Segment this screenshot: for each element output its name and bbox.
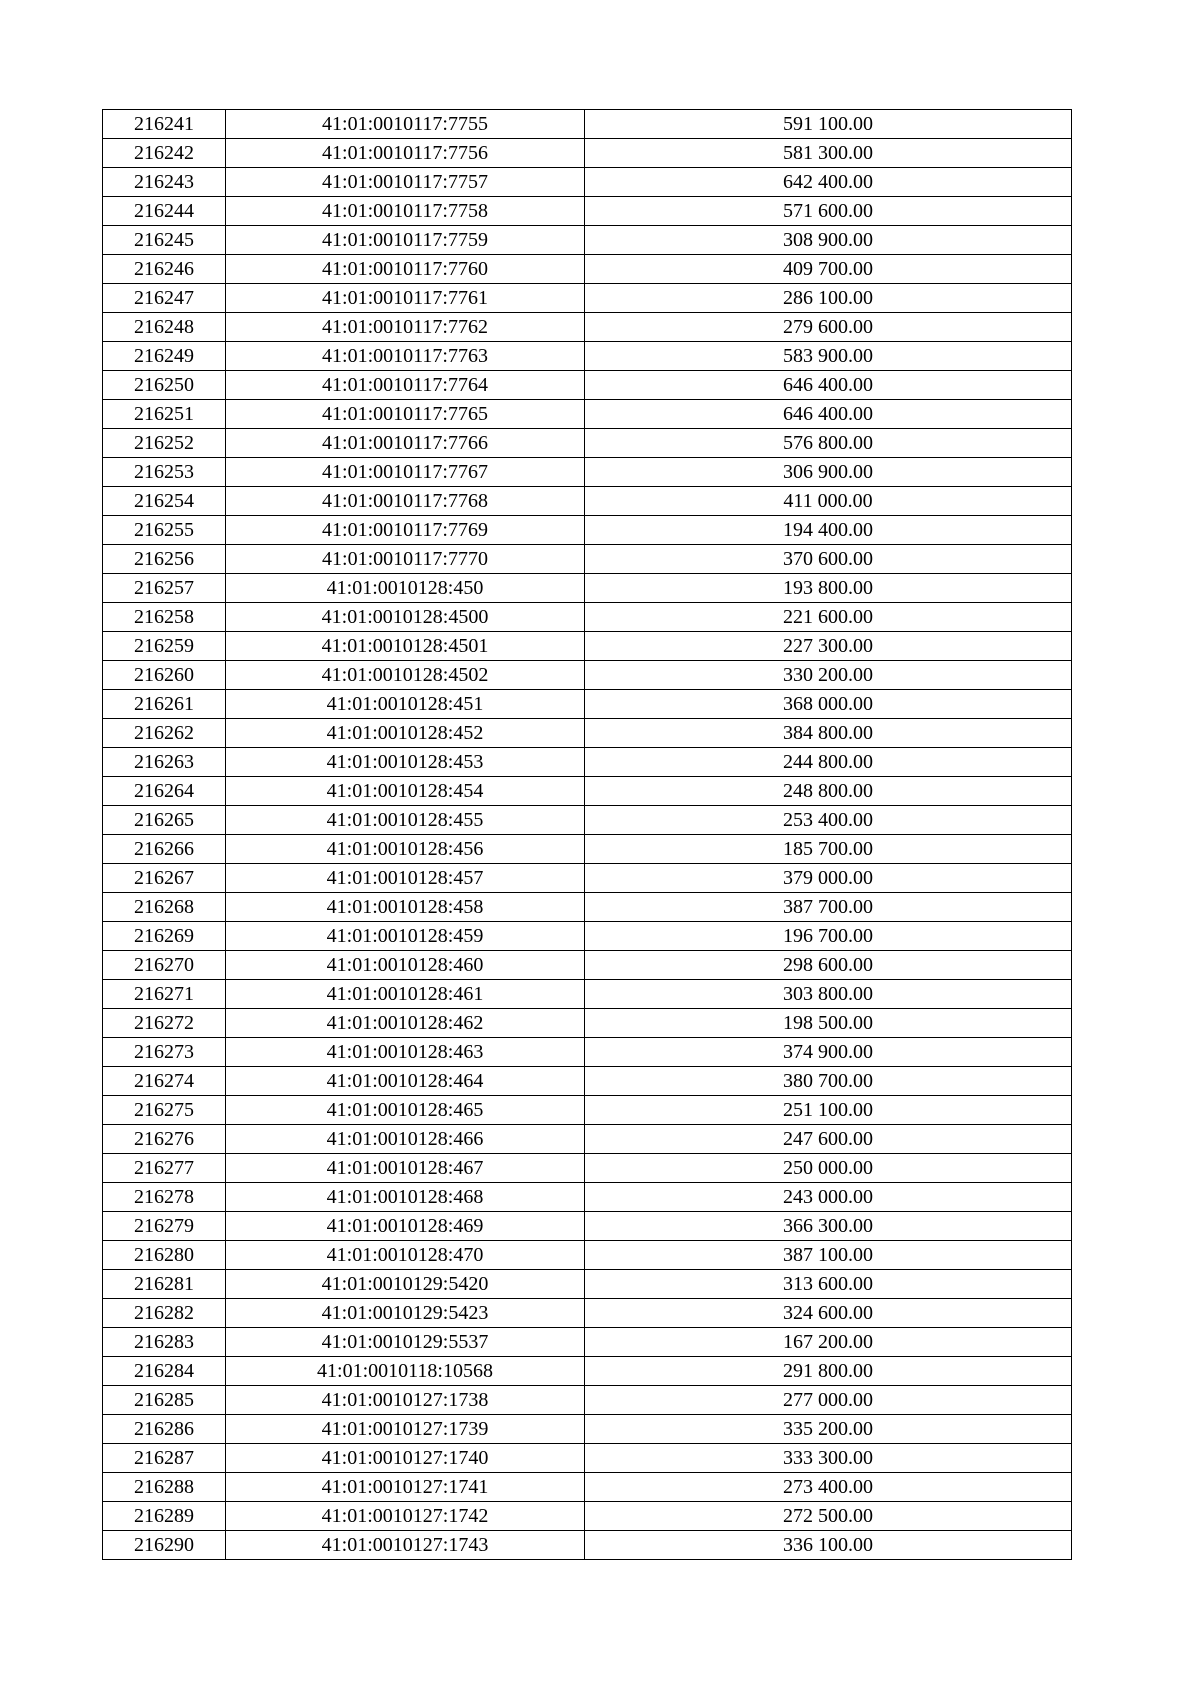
cadastral-value-cell: 272 500.00 (585, 1502, 1072, 1531)
table-row (103, 1067, 1072, 1096)
row-number-cell: 216275 (103, 1096, 226, 1125)
table-row (103, 284, 1072, 313)
table-row (103, 632, 1072, 661)
table-row (103, 1096, 1072, 1125)
cadastral-value-cell: 576 800.00 (585, 429, 1072, 458)
row-number-cell: 216245 (103, 226, 226, 255)
cadastral-number-cell: 41:01:0010128:461 (226, 980, 585, 1009)
cadastral-number-cell: 41:01:0010128:468 (226, 1183, 585, 1212)
cadastral-number-cell: 41:01:0010129:5420 (226, 1270, 585, 1299)
cadastral-value-cell: 196 700.00 (585, 922, 1072, 951)
table-row (103, 690, 1072, 719)
table-row (103, 371, 1072, 400)
row-number-cell: 216265 (103, 806, 226, 835)
table-row (103, 1444, 1072, 1473)
table-row (103, 748, 1072, 777)
cadastral-value-cell: 303 800.00 (585, 980, 1072, 1009)
cadastral-number-cell: 41:01:0010128:454 (226, 777, 585, 806)
cadastral-number-cell: 41:01:0010127:1740 (226, 1444, 585, 1473)
cadastral-value-cell: 198 500.00 (585, 1009, 1072, 1038)
row-number-cell: 216246 (103, 255, 226, 284)
cadastral-number-cell: 41:01:0010128:459 (226, 922, 585, 951)
cadastral-number-cell: 41:01:0010128:456 (226, 835, 585, 864)
cadastral-number-cell: 41:01:0010127:1739 (226, 1415, 585, 1444)
cadastral-number-cell: 41:01:0010128:452 (226, 719, 585, 748)
row-number-cell: 216262 (103, 719, 226, 748)
cadastral-value-cell: 313 600.00 (585, 1270, 1072, 1299)
table-row (103, 458, 1072, 487)
cadastral-value-cell: 308 900.00 (585, 226, 1072, 255)
table-row (103, 1531, 1072, 1560)
table-row (103, 1241, 1072, 1270)
table-row (103, 139, 1072, 168)
cadastral-value-cell: 571 600.00 (585, 197, 1072, 226)
cadastral-value-cell: 221 600.00 (585, 603, 1072, 632)
cadastral-number-cell: 41:01:0010129:5537 (226, 1328, 585, 1357)
cadastral-value-cell: 387 100.00 (585, 1241, 1072, 1270)
table-row (103, 1270, 1072, 1299)
row-number-cell: 216279 (103, 1212, 226, 1241)
cadastral-value-cell: 387 700.00 (585, 893, 1072, 922)
cadastral-number-cell: 41:01:0010127:1742 (226, 1502, 585, 1531)
cadastral-value-cell: 244 800.00 (585, 748, 1072, 777)
row-number-cell: 216282 (103, 1299, 226, 1328)
row-number-cell: 216277 (103, 1154, 226, 1183)
cadastral-number-cell: 41:01:0010117:7756 (226, 139, 585, 168)
row-number-cell: 216278 (103, 1183, 226, 1212)
cadastral-number-cell: 41:01:0010117:7757 (226, 168, 585, 197)
table-row (103, 226, 1072, 255)
table-row (103, 110, 1072, 139)
cadastral-number-cell: 41:01:0010128:4500 (226, 603, 585, 632)
cadastral-number-cell: 41:01:0010117:7758 (226, 197, 585, 226)
row-number-cell: 216284 (103, 1357, 226, 1386)
row-number-cell: 216243 (103, 168, 226, 197)
table-row (103, 1328, 1072, 1357)
cadastral-number-cell: 41:01:0010128:458 (226, 893, 585, 922)
table-row (103, 400, 1072, 429)
cadastral-number-cell: 41:01:0010128:463 (226, 1038, 585, 1067)
cadastral-number-cell: 41:01:0010128:450 (226, 574, 585, 603)
row-number-cell: 216254 (103, 487, 226, 516)
cadastral-value-cell: 279 600.00 (585, 313, 1072, 342)
row-number-cell: 216283 (103, 1328, 226, 1357)
table-row (103, 1212, 1072, 1241)
row-number-cell: 216276 (103, 1125, 226, 1154)
row-number-cell: 216266 (103, 835, 226, 864)
table-row (103, 1415, 1072, 1444)
row-number-cell: 216285 (103, 1386, 226, 1415)
row-number-cell: 216264 (103, 777, 226, 806)
cadastral-number-cell: 41:01:0010128:464 (226, 1067, 585, 1096)
row-number-cell: 216289 (103, 1502, 226, 1531)
cadastral-value-cell: 379 000.00 (585, 864, 1072, 893)
table-row (103, 1009, 1072, 1038)
table-row (103, 951, 1072, 980)
cadastral-value-cell: 253 400.00 (585, 806, 1072, 835)
cadastral-value-cell: 324 600.00 (585, 1299, 1072, 1328)
cadastral-value-cell: 411 000.00 (585, 487, 1072, 516)
row-number-cell: 216255 (103, 516, 226, 545)
cadastral-value-cell: 298 600.00 (585, 951, 1072, 980)
table-row (103, 835, 1072, 864)
cadastral-value-cell: 247 600.00 (585, 1125, 1072, 1154)
cadastral-value-cell: 642 400.00 (585, 168, 1072, 197)
cadastral-number-cell: 41:01:0010127:1738 (226, 1386, 585, 1415)
cadastral-value-cell: 193 800.00 (585, 574, 1072, 603)
row-number-cell: 216248 (103, 313, 226, 342)
table-row (103, 342, 1072, 371)
table-row (103, 1125, 1072, 1154)
table-row (103, 893, 1072, 922)
cadastral-value-cell: 185 700.00 (585, 835, 1072, 864)
cadastral-value-cell: 409 700.00 (585, 255, 1072, 284)
cadastral-value-cell: 330 200.00 (585, 661, 1072, 690)
table-row (103, 1386, 1072, 1415)
cadastral-number-cell: 41:01:0010117:7765 (226, 400, 585, 429)
cadastral-value-cell: 335 200.00 (585, 1415, 1072, 1444)
row-number-cell: 216247 (103, 284, 226, 313)
row-number-cell: 216259 (103, 632, 226, 661)
table-row (103, 1473, 1072, 1502)
cadastral-value-cell: 581 300.00 (585, 139, 1072, 168)
row-number-cell: 216269 (103, 922, 226, 951)
table-row (103, 545, 1072, 574)
table-row (103, 980, 1072, 1009)
cadastral-number-cell: 41:01:0010117:7755 (226, 110, 585, 139)
cadastral-value-cell: 248 800.00 (585, 777, 1072, 806)
cadastral-number-cell: 41:01:0010117:7764 (226, 371, 585, 400)
cadastral-number-cell: 41:01:0010128:451 (226, 690, 585, 719)
table-row (103, 197, 1072, 226)
table-row (103, 1502, 1072, 1531)
cadastral-number-cell: 41:01:0010117:7769 (226, 516, 585, 545)
table-row (103, 922, 1072, 951)
row-number-cell: 216244 (103, 197, 226, 226)
row-number-cell: 216256 (103, 545, 226, 574)
cadastral-number-cell: 41:01:0010128:457 (226, 864, 585, 893)
row-number-cell: 216286 (103, 1415, 226, 1444)
table-row (103, 806, 1072, 835)
cadastral-number-cell: 41:01:0010117:7768 (226, 487, 585, 516)
row-number-cell: 216258 (103, 603, 226, 632)
cadastral-number-cell: 41:01:0010128:453 (226, 748, 585, 777)
table-row (103, 661, 1072, 690)
row-number-cell: 216290 (103, 1531, 226, 1560)
row-number-cell: 216250 (103, 371, 226, 400)
cadastral-value-cell: 583 900.00 (585, 342, 1072, 371)
table-row (103, 1038, 1072, 1067)
cadastral-number-cell: 41:01:0010128:455 (226, 806, 585, 835)
table-row (103, 487, 1072, 516)
table-row (103, 1154, 1072, 1183)
cadastral-value-cell: 286 100.00 (585, 284, 1072, 313)
cadastral-number-cell: 41:01:0010129:5423 (226, 1299, 585, 1328)
table-row (103, 1183, 1072, 1212)
cadastral-number-cell: 41:01:0010117:7770 (226, 545, 585, 574)
cadastral-number-cell: 41:01:0010128:469 (226, 1212, 585, 1241)
cadastral-number-cell: 41:01:0010128:462 (226, 1009, 585, 1038)
row-number-cell: 216252 (103, 429, 226, 458)
table-row (103, 168, 1072, 197)
row-number-cell: 216274 (103, 1067, 226, 1096)
row-number-cell: 216260 (103, 661, 226, 690)
row-number-cell: 216263 (103, 748, 226, 777)
cadastral-number-cell: 41:01:0010128:4501 (226, 632, 585, 661)
cadastral-number-cell: 41:01:0010117:7761 (226, 284, 585, 313)
row-number-cell: 216251 (103, 400, 226, 429)
table-row (103, 255, 1072, 284)
table-row (103, 313, 1072, 342)
cadastral-value-cell: 291 800.00 (585, 1357, 1072, 1386)
row-number-cell: 216273 (103, 1038, 226, 1067)
cadastral-number-cell: 41:01:0010127:1741 (226, 1473, 585, 1502)
row-number-cell: 216242 (103, 139, 226, 168)
cadastral-number-cell: 41:01:0010128:470 (226, 1241, 585, 1270)
cadastral-value-cell: 384 800.00 (585, 719, 1072, 748)
cadastral-value-cell: 374 900.00 (585, 1038, 1072, 1067)
cadastral-value-cell: 306 900.00 (585, 458, 1072, 487)
cadastral-value-cell: 366 300.00 (585, 1212, 1072, 1241)
cadastral-value-cell: 243 000.00 (585, 1183, 1072, 1212)
row-number-cell: 216268 (103, 893, 226, 922)
row-number-cell: 216280 (103, 1241, 226, 1270)
cadastral-number-cell: 41:01:0010117:7763 (226, 342, 585, 371)
row-number-cell: 216267 (103, 864, 226, 893)
cadastral-number-cell: 41:01:0010128:460 (226, 951, 585, 980)
cadastral-number-cell: 41:01:0010127:1743 (226, 1531, 585, 1560)
cadastral-number-cell: 41:01:0010128:465 (226, 1096, 585, 1125)
cadastral-value-cell: 250 000.00 (585, 1154, 1072, 1183)
row-number-cell: 216257 (103, 574, 226, 603)
table-row (103, 603, 1072, 632)
cadastral-value-cell: 368 000.00 (585, 690, 1072, 719)
row-number-cell: 216281 (103, 1270, 226, 1299)
row-number-cell: 216270 (103, 951, 226, 980)
cadastral-value-cell: 273 400.00 (585, 1473, 1072, 1502)
row-number-cell: 216288 (103, 1473, 226, 1502)
table-row (103, 516, 1072, 545)
row-number-cell: 216272 (103, 1009, 226, 1038)
cadastral-value-cell: 277 000.00 (585, 1386, 1072, 1415)
cadastral-number-cell: 41:01:0010118:10568 (226, 1357, 585, 1386)
cadastral-value-cell: 370 600.00 (585, 545, 1072, 574)
cadastral-number-cell: 41:01:0010128:466 (226, 1125, 585, 1154)
cadastral-value-cell: 251 100.00 (585, 1096, 1072, 1125)
cadastral-value-cell: 194 400.00 (585, 516, 1072, 545)
cadastral-number-cell: 41:01:0010117:7766 (226, 429, 585, 458)
cadastral-number-cell: 41:01:0010128:467 (226, 1154, 585, 1183)
table-row (103, 864, 1072, 893)
table-row (103, 777, 1072, 806)
cadastral-number-cell: 41:01:0010117:7762 (226, 313, 585, 342)
table-body (103, 110, 1072, 1560)
cadastral-value-cell: 380 700.00 (585, 1067, 1072, 1096)
cadastral-value-cell: 336 100.00 (585, 1531, 1072, 1560)
cadastral-value-cell: 167 200.00 (585, 1328, 1072, 1357)
table-row (103, 719, 1072, 748)
row-number-cell: 216241 (103, 110, 226, 139)
table-row (103, 1357, 1072, 1386)
table-row (103, 429, 1072, 458)
cadastral-number-cell: 41:01:0010117:7760 (226, 255, 585, 284)
table-row (103, 1299, 1072, 1328)
cadastral-number-cell: 41:01:0010117:7767 (226, 458, 585, 487)
cadastral-number-cell: 41:01:0010128:4502 (226, 661, 585, 690)
row-number-cell: 216287 (103, 1444, 226, 1473)
cadastral-value-cell: 591 100.00 (585, 110, 1072, 139)
row-number-cell: 216261 (103, 690, 226, 719)
cadastral-value-cell: 646 400.00 (585, 371, 1072, 400)
cadastral-number-cell: 41:01:0010117:7759 (226, 226, 585, 255)
cadastral-value-cell: 646 400.00 (585, 400, 1072, 429)
cadastral-value-cell: 333 300.00 (585, 1444, 1072, 1473)
row-number-cell: 216271 (103, 980, 226, 1009)
row-number-cell: 216249 (103, 342, 226, 371)
table-row (103, 574, 1072, 603)
cadastral-value-table (102, 109, 1072, 1560)
cadastral-value-cell: 227 300.00 (585, 632, 1072, 661)
row-number-cell: 216253 (103, 458, 226, 487)
